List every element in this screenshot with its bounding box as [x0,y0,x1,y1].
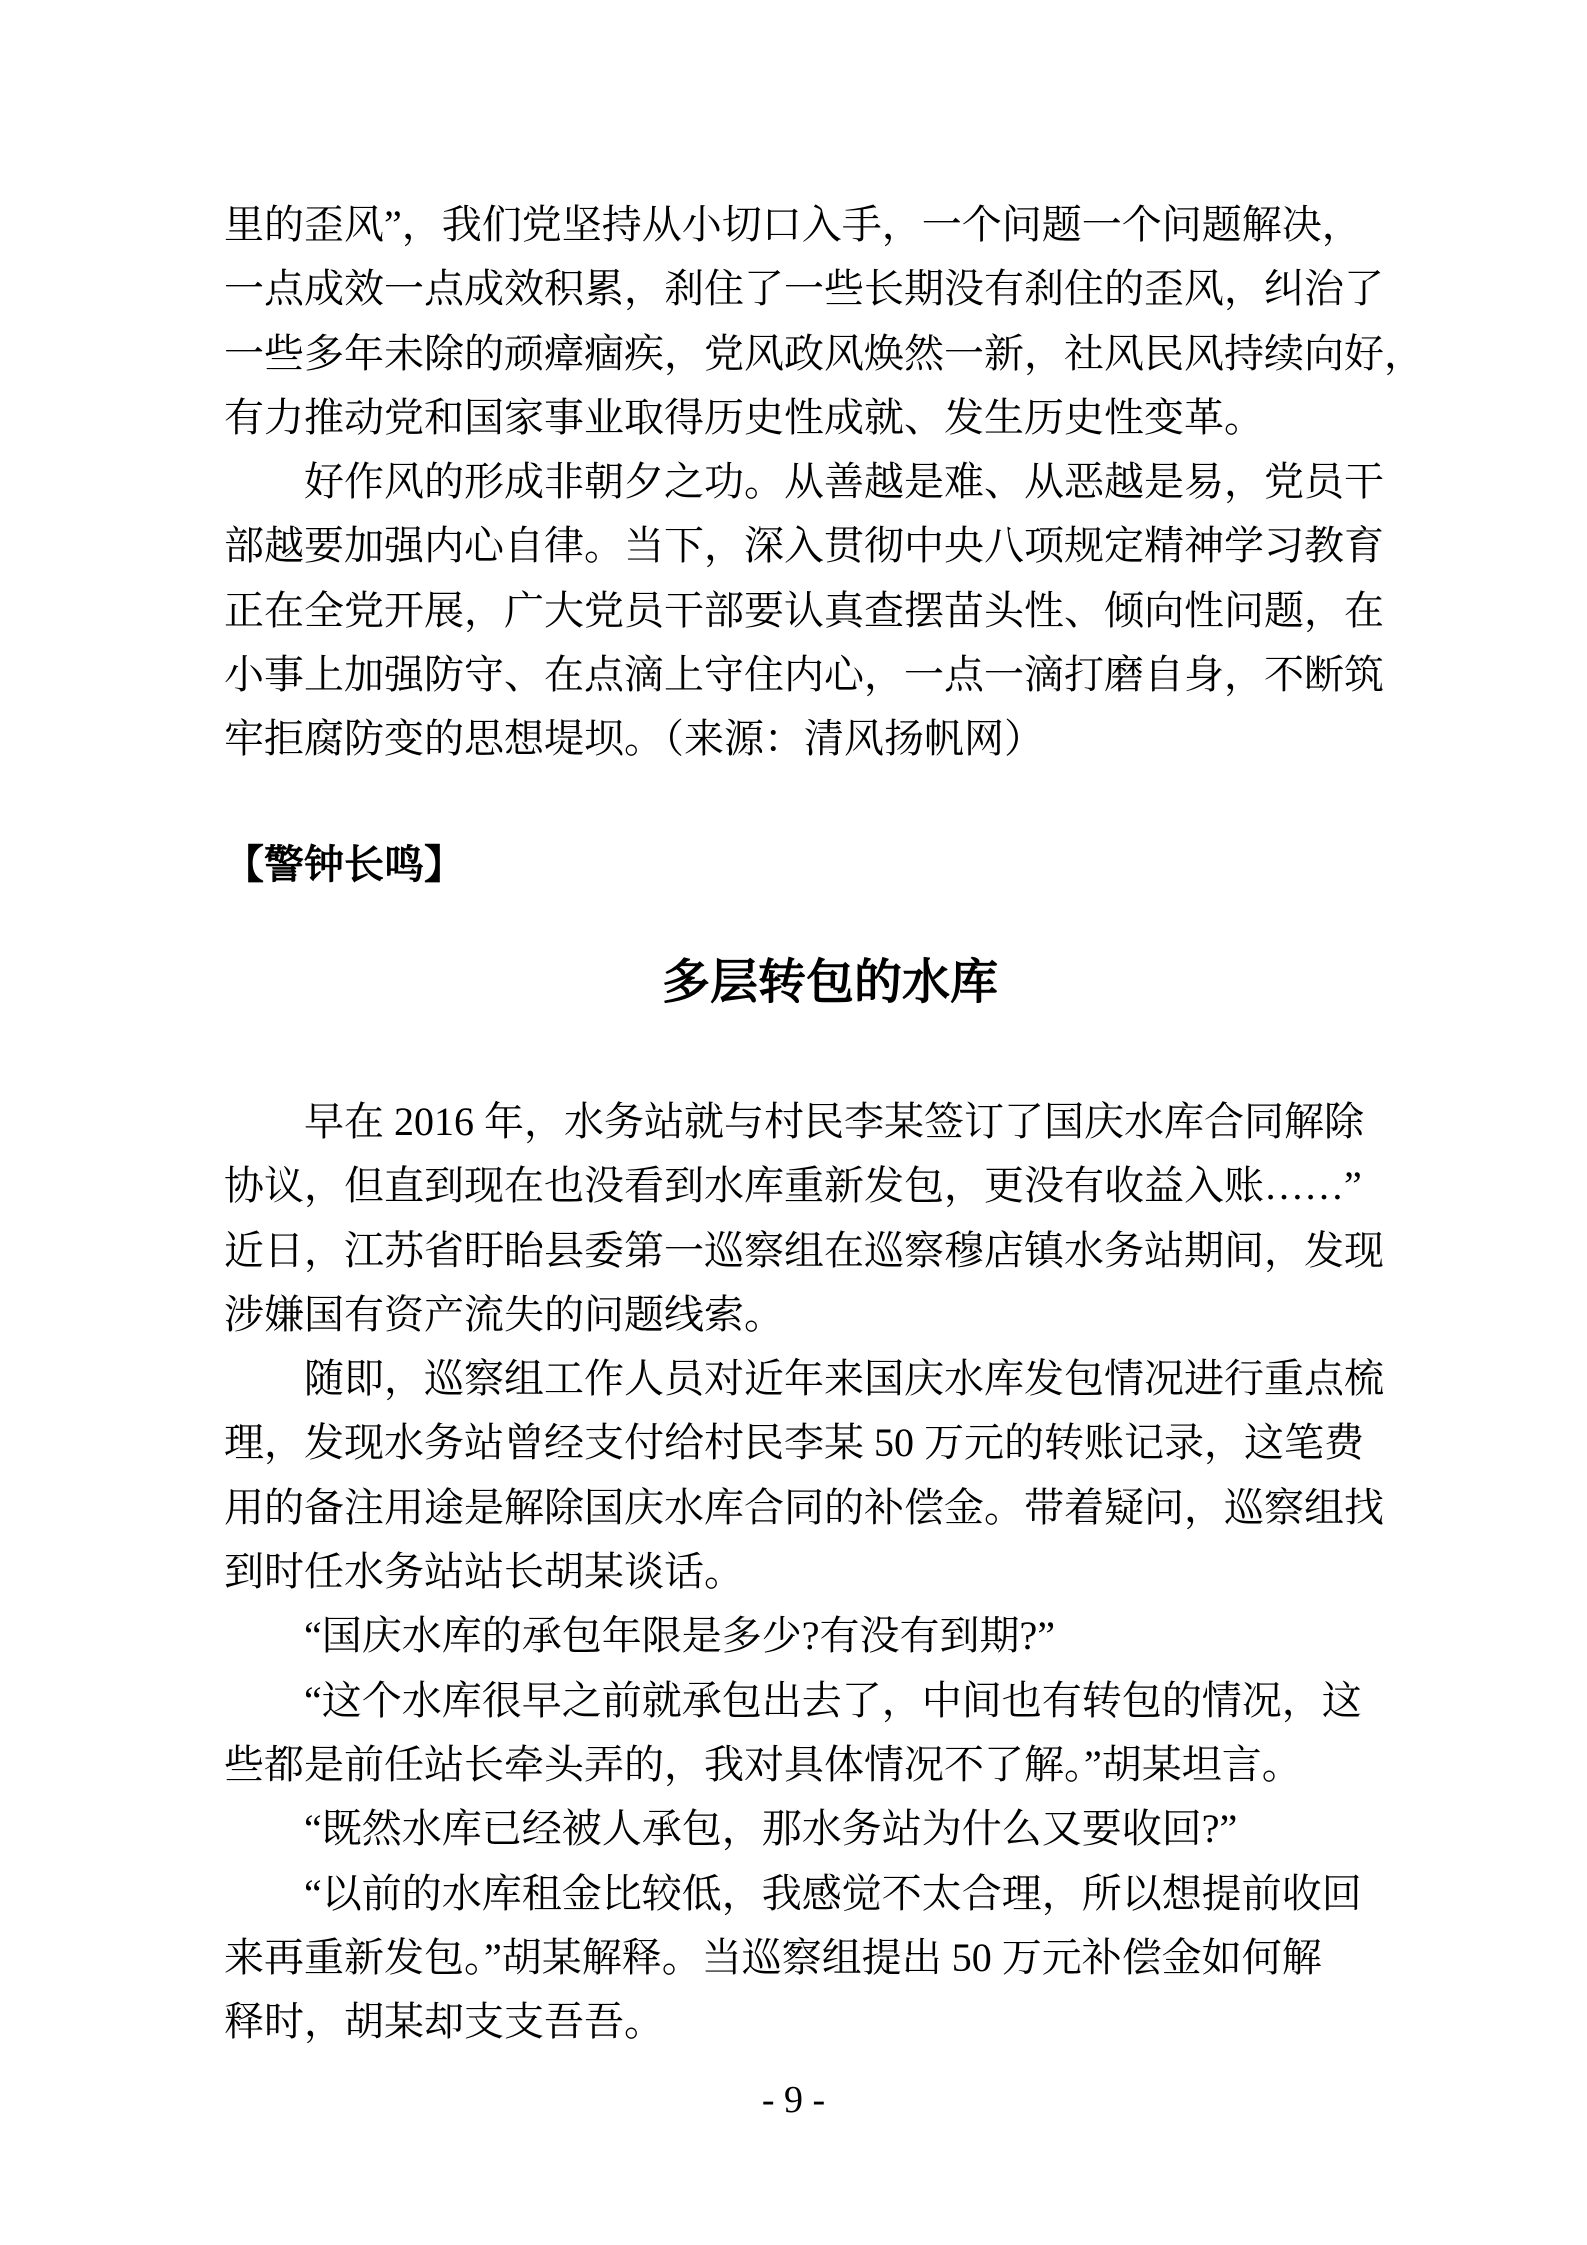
text-line: 部越要加强内心自律。当下，深入贯彻中央八项规定精神学习教育 [224,523,1384,569]
paragraph-reservoir-story [224,1090,1436,2054]
text-line: “这个水库很早之前就承包出去了，中间也有转包的情况，这 [224,1677,1362,1723]
paragraph-work-style [224,193,1436,772]
text-line: 到时任水务站站长胡某谈话。 [224,1549,744,1595]
text-line: 好作风的形成非朝夕之功。从善越是难、从恶越是易，党员干 [224,459,1384,505]
text-line: 早在 2016 年，水务站就与村民李某签订了国庆水库合同解除 [224,1099,1364,1144]
text-line: 一点成效一点成效积累，刹住了一些长期没有刹住的歪风，纠治了 [224,266,1384,312]
text-line: 有力推动党和国家事业取得历史性成就、发生历史性变革。 [224,394,1264,440]
text-line: 一些多年未除的顽瘴痼疾，党风政风焕然一新，社风民风持续向好， [224,330,1424,376]
article-title-text: 多层转包的水库 [661,956,998,1009]
text-line: 里的歪风”，我们党坚持从小切口入手，一个问题一个问题解决， [224,202,1362,247]
text-line: 涉嫌国有资产流失的问题线索。 [224,1291,784,1337]
section-header-text: 【警钟长鸣】 [224,842,464,887]
text-line: 用的备注用途是解除国庆水库合同的补偿金。带着疑问，巡察组找 [224,1484,1384,1530]
text-line: 释时，胡某却支支吾吾。 [224,1999,664,2045]
text-line: 近日，江苏省盱眙县委第一巡察组在巡察穆店镇水务站期间，发现 [224,1227,1384,1273]
section-header [224,833,1436,897]
text-line: 协议，但直到现在也没看到水库重新发包，更没有收益入账……” [224,1163,1362,1209]
text-line: 正在全党开展，广大党员干部要认真查摆苗头性、倾向性问题，在 [224,587,1384,633]
text-line: 随即，巡察组工作人员对近年来国庆水库发包情况进行重点梳 [224,1356,1384,1402]
text-line: 牢拒腐防变的思想堤坝。（来源：清风扬帆网） [224,716,1044,762]
text-line: “以前的水库租金比较低，我感觉不太合理，所以想提前收回 [224,1870,1362,1916]
text-line: “既然水库已经被人承包，那水务站为什么又要收回?” [224,1806,1238,1852]
text-line: 理，发现水务站曾经支付给村民李某 50 万元的转账记录，这笔费 [224,1420,1364,1466]
article-title [224,948,1436,1018]
text-line: “国庆水库的承包年限是多少?有没有到期?” [224,1613,1056,1659]
text-line: 小事上加强防守、在点滴上守住内心，一点一滴打磨自身，不断筑 [224,652,1384,698]
text-line: 些都是前任站长牵头弄的，我对具体情况不了解。”胡某坦言。 [224,1741,1302,1787]
text-line: 来再重新发包。”胡某解释。当巡察组提出 50 万元补偿金如何解 [224,1934,1322,1980]
page-number: - 9 - [761,2079,826,2121]
